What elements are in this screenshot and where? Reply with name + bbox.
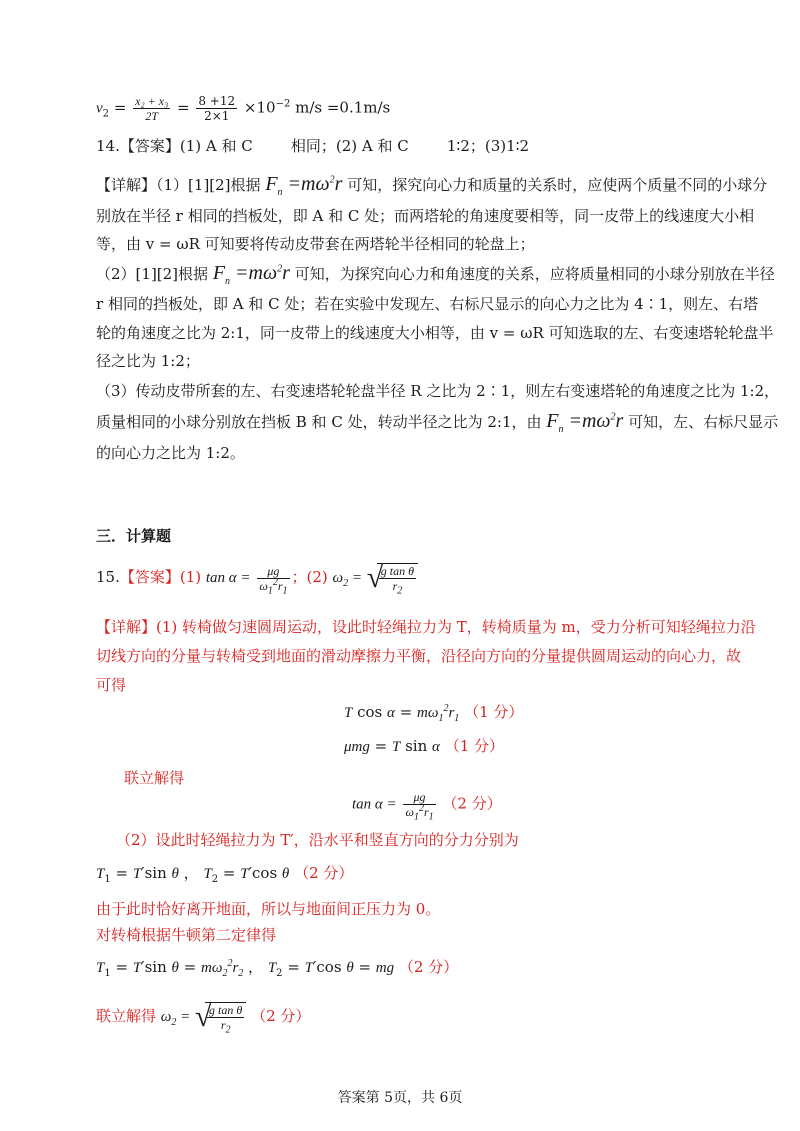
q14-detail-3a: （3）传动皮带所套的左、右变速塔轮轮盘半径 R 之比为 2∶1，则左右变速塔轮的角速度之比为 1:2， [96, 382, 780, 400]
v2-den: 2T [145, 109, 159, 123]
fn-symbol: F [265, 173, 278, 195]
v2-exp: −2 [275, 98, 291, 110]
eq1: T $\cos \alpha = m\omega_1^2r_1$ （1 分） [344, 703, 524, 724]
q14-detail-2e: 径之比为 1:2； [96, 352, 200, 370]
v2-formula: $v_2$ = $\frac{\text{x₂ + x₃}}{2T}$ = $\frac{8 +12}{2\times 1}$ $\times 10^{-2}$ m/s =0.1m/s [96, 94, 391, 123]
eq5-score: （2 分） [398, 958, 459, 976]
eq1-score: （1 分） [464, 703, 524, 721]
note1: 由于此时恰好离开地面，所以与地面间正压力为 0。 [96, 900, 441, 918]
fn-formula-1: $F_n =m\omega^2r$ [265, 173, 343, 198]
q14-detail-3d: 的向心力之比为 1:2。 [96, 444, 245, 462]
q14-answer: 14.【答案】(1) A 和 C 相同；(2) A 和 C 1∶2；(3)1∶2 [96, 137, 530, 155]
q14-detail-1d: 等，由 v = ωR 可知要将传动皮带套在两塔轮半径相同的轮盘上； [96, 235, 535, 253]
q15-answer-tag: 【答案】(1) [119, 568, 202, 586]
v2-den2: 2×1 [204, 109, 230, 123]
eq4: $T_1 = T'\sin$ θ ， $T_2 = T'\cos$ θ （2 分） [96, 864, 354, 885]
q14-detail-2a-text: （2）[1][2]根据 [96, 265, 209, 283]
q15-label: 15. [96, 568, 120, 586]
eq3-score: （2 分） [442, 794, 502, 813]
eq2: μmg = T sin α （1 分） [344, 737, 504, 755]
q14-detail-3b [96, 410, 779, 435]
eq4-score: （2 分） [294, 864, 354, 882]
note2: 对转椅根据牛顿第二定律得 [96, 926, 277, 944]
sqrt-final: √ $\frac{\text{g tan θ}}{r_2}$ [195, 1002, 246, 1032]
eq5: $T_1 = T'\sin$ $\theta = m\omega_2^2r_2$ ， $T_2 = T'\cos$ θ = mg （2 分） [96, 958, 459, 979]
q14-detail-1b: 可知，探究向心力和质量的关系时，应使两个质量不同的小球分 [347, 176, 768, 194]
q14-detail-2b: 可知，为探究向心力和角速度的关系，应将质量相同的小球分别放在半径 [294, 265, 775, 283]
v2-units: m/s =0.1m/s [295, 98, 391, 117]
q15-answer-mid: ；(2) [291, 568, 328, 586]
part2-intro: （2）设此时轻绳拉力为 T′，沿水平和竖直方向的分力分别为 [116, 831, 519, 849]
section-heading: 三．计算题 [96, 527, 172, 545]
solve2: 联立解得 [96, 1007, 157, 1025]
q14-detail-3c: 可知，左、右标尺显示 [628, 413, 779, 431]
eq3: tan α = $\frac{\mu g}{\omega_1^2r_1}$ （2 分） [352, 790, 502, 823]
eq6-score: （2 分） [251, 1007, 311, 1025]
v2-tail: ×10 [243, 98, 276, 117]
q15-answer: 15.【答案】(1) tan α = $\frac{\mu g}{\omega_1^2r_1}$ ；(2) $\omega_2$ = √ $\frac{\text{g tan θ}}{r_2}$ [96, 563, 418, 593]
fn-formula-3: $F_n =m\omega^2r$ [546, 410, 624, 435]
q15-intro-c: 可得 [96, 676, 127, 694]
eq6: 联立解得 $\omega_2$ = √ $\frac{\text{g tan θ}}{r_2}$ （2 分） [96, 1000, 311, 1036]
q15-intro-a: 【详解】(1) 转椅做匀速圆周运动，设此时轻绳拉力为 T，转椅质量为 m，受力分析可知轻绳拉力沿 [96, 618, 756, 636]
eq2-score: （1 分） [444, 737, 504, 755]
q14-detail-1a [96, 173, 768, 198]
q14-detail-1a-text: 【详解】（1）[1][2]根据 [96, 176, 261, 194]
v2-num2: 8 +12 [198, 94, 236, 108]
q14-detail-2d: 轮的角速度之比为 2:1，同一皮带上的线速度大小相等，由 v = ωR 可知选取的左、右变速塔轮轮盘半 [96, 324, 774, 342]
q14-detail-3b-text: 质量相同的小球分别放在挡板 B 和 C 处，转动半径之比为 2:1，由 [96, 413, 542, 431]
solve1: 联立解得 [124, 769, 185, 787]
page-footer: 答案第 5页，共 6页 [337, 1090, 463, 1106]
fn-formula-2: $F_n =m\omega^2r$ [212, 262, 290, 287]
sqrt-answer: √ $\frac{\text{g tan θ}}{r_2}$ [367, 563, 418, 593]
q15-intro-b: 切线方向的分量与转椅受到地面的滑动摩擦力平衡，沿径向方向的分量提供圆周运动的向心力，故 [96, 647, 742, 665]
q14-detail-2c: r 相同的挡板处，即 A 和 C 处；若在实验中发现左、右标尺显示的向心力之比为 4∶1，则左、右塔 [96, 295, 759, 313]
v2-num: x₂ + x₃ [135, 94, 169, 108]
q14-detail-2a [96, 262, 775, 287]
q14-detail-1c: 别放在半径 r 相同的挡板处，即 A 和 C 处；而两塔轮的角速度要相等，同一皮带上的线速度大小相 [96, 207, 755, 225]
